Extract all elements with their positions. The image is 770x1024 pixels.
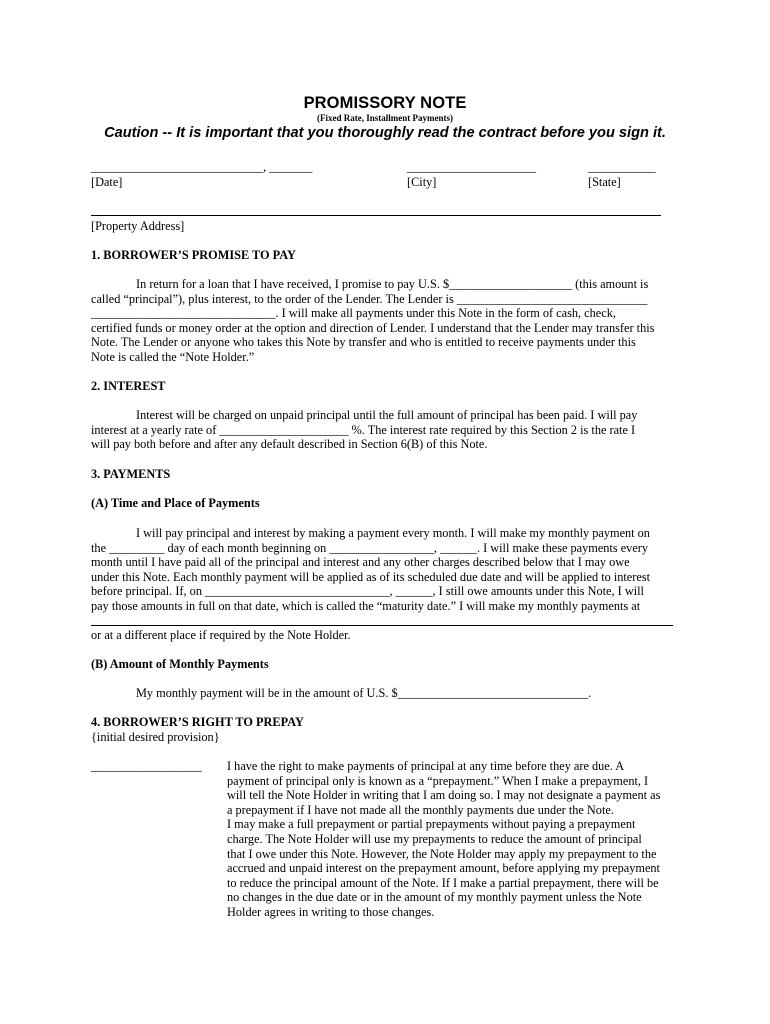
paragraph-line: to reduce the principal amount of the Note. If I make a partial prepayment, there will be <box>227 875 659 890</box>
section-4-heading: 4. BORROWER’S RIGHT TO PREPAY <box>91 715 304 729</box>
paragraph-line: Interest will be charged on unpaid principal until the full amount of principal has been paid. I will pay <box>136 408 638 422</box>
city-field-line[interactable]: _____________________ <box>407 160 537 174</box>
initial-provision-note: {initial desired provision} <box>91 730 220 744</box>
section-1-paragraph <box>91 277 654 365</box>
section-1-heading: 1. BORROWER’S PROMISE TO PAY <box>91 248 296 262</box>
different-place-text: or at a different place if required by the Note Holder. <box>91 628 351 642</box>
payment-place-field[interactable] <box>91 625 673 626</box>
property-address-label: [Property Address] <box>91 219 185 233</box>
paragraph-line: no changes in the due date or in the amount of my monthly payment unless the Note <box>227 890 642 905</box>
paragraph-line: I will pay principal and interest by making a payment every month. I will make my monthly payment on <box>136 526 650 540</box>
date-field-line[interactable]: ____________________________, _______ <box>91 160 313 174</box>
caution-notice: Caution -- It is important that you thoroughly read the contract before you sign it. <box>104 125 666 141</box>
document-subtitle: (Fixed Rate, Installment Payments) <box>317 113 453 123</box>
paragraph-line: under this Note. Each monthly payment will be applied as of its scheduled due date and will be applied to interest <box>91 569 651 584</box>
paragraph-line: I may make a full prepayment or partial prepayments without paying a prepayment <box>227 817 636 832</box>
section-3a-subheading: (A) Time and Place of Payments <box>91 496 260 510</box>
paragraph-line: Holder agrees in writing to those changes. <box>227 904 435 919</box>
property-address-field[interactable] <box>91 215 661 216</box>
paragraph-line: charge. The Note Holder will use my prepayments to reduce the amount of principal <box>227 831 642 846</box>
paragraph-line: ______________________________. I will make all payments under this Note in the form of cash, check, <box>91 306 616 321</box>
paragraph-line: certified funds or money order at the option and direction of Lender. I understand that the Lender may transfer this <box>91 320 655 335</box>
paragraph-line: the _________ day of each month beginning on _________________, ______. I will make these payments every <box>91 540 649 555</box>
city-label: [City] <box>407 175 437 189</box>
paragraph-line: a prepayment if I have not made all the monthly payments due under the Note. <box>227 802 614 817</box>
paragraph-line: before principal. If, on ______________________________, ______, I still owe amounts under this Note, I will <box>91 584 644 599</box>
paragraph-line: month until I have paid all of the principal and interest and any other charges described below that I may owe <box>91 555 630 570</box>
section-2-paragraph <box>91 408 637 452</box>
paragraph-line: will pay both before and after any default described in Section 6(B) of this Note. <box>91 437 488 452</box>
section-2-heading: 2. INTEREST <box>91 379 166 393</box>
paragraph-line: Note is called the “Note Holder.” <box>91 349 255 364</box>
section-3b-subheading: (B) Amount of Monthly Payments <box>91 657 269 671</box>
paragraph-line: will tell the Note Holder in writing that I am doing so. I may not designate a payment as <box>227 788 661 803</box>
paragraph-line: interest at a yearly rate of _____________________ %. The interest rate required by this Section 2 is the rate I <box>91 422 636 437</box>
date-label: [Date] <box>91 175 123 189</box>
initial-field-line[interactable]: __________________ <box>91 759 202 773</box>
section-3a-paragraph <box>91 526 650 614</box>
paragraph-line: that I owe under this Note. However, the Note Holder may apply my prepayment to the <box>227 846 657 861</box>
section-3-heading: 3. PAYMENTS <box>91 467 171 481</box>
paragraph-line: pay those amounts in full on that date, which is called the “maturity date.” I will make my monthly payments at <box>91 598 641 613</box>
paragraph-line: called “principal”), plus interest, to the order of the Lender. The Lender is _______________________________ <box>91 291 648 306</box>
document-title: PROMISSORY NOTE <box>303 94 467 112</box>
state-label: [State] <box>588 175 621 189</box>
section-4-paragraph <box>227 759 660 920</box>
paragraph-line: Note. The Lender or anyone who takes this Note by transfer and who is entitled to receive payments under this <box>91 335 636 350</box>
state-field-line[interactable]: ___________ <box>588 160 656 174</box>
paragraph-line: accrued and unpaid interest on the prepayment amount, before applying my prepayment <box>227 861 660 876</box>
paragraph-line: In return for a loan that I have received, I promise to pay U.S. $____________________ (this amount is <box>136 277 649 291</box>
paragraph-line: I have the right to make payments of principal at any time before they are due. A <box>227 759 625 773</box>
monthly-payment-text: My monthly payment will be in the amount of U.S. $_______________________________. <box>136 686 592 700</box>
paragraph-line: payment of principal only is known as a “prepayment.” When I make a prepayment, I <box>227 773 649 788</box>
